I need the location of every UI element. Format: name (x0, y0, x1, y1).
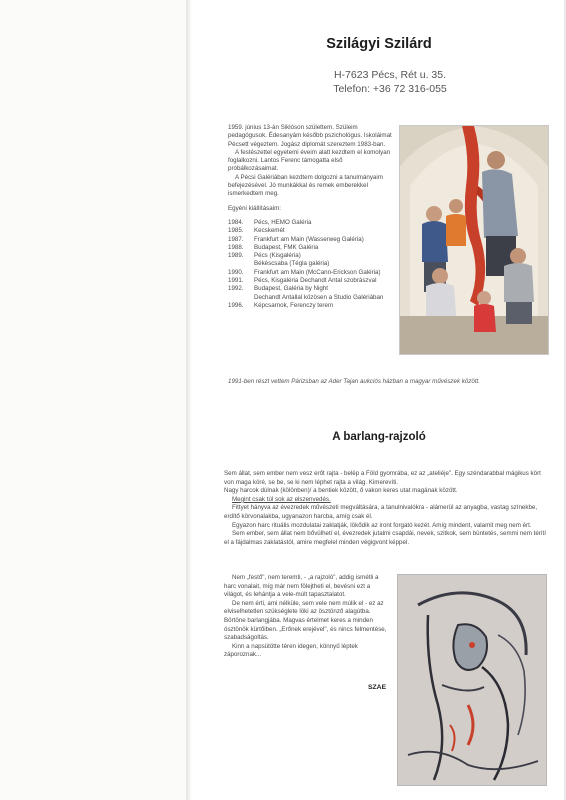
essay-lower (224, 574, 390, 660)
exhibition-item (228, 219, 392, 227)
paris-note: 1991-ben részt vettem Párizsban az Ader Tajan aukciós házban a magyar művészek között. (228, 378, 480, 385)
exhibitions-title: Egyéni kiállításaim: (228, 204, 281, 212)
essay-paragraph: Fittyet hányva az évezredek művészeti megváltására, a tanulnivalókra - alámerül az anyagba, vastag színekbe, erdítő körvonalakba, ugyanazon harcba, amíg csak él. (224, 504, 538, 520)
essay-paragraph: De nem érti, ami nélküle, sem vele nem múlik el - ez az elviselhetetlen szükséglete löki az ösztönző alagútba. Börtöne barlangjába. Magvas értelmet keres a minden ösztönök kürtőiben. „Erőnek erejével", és nincs felmentése, szabadságoltás. (224, 599, 387, 642)
signature-initials: SZAE (368, 684, 387, 691)
exhibition-year: 1984. (228, 218, 244, 226)
exhibition-list (228, 219, 392, 310)
phone-line: Telefon: +36 72 316-055 (333, 83, 447, 95)
exhibition-venue: Kecskemét (254, 227, 285, 235)
scan-left-margin (0, 0, 186, 800)
essay-paragraph: Egyazon harc rituális mozdulatai zaklatják, lökődik az iront forgató kezét. Amíg mindent, valamit meg nem ért. (232, 521, 532, 529)
contact-block (300, 68, 480, 96)
exhibition-venue: Dechandt Antallal közösen a Studio Galériában (254, 293, 384, 301)
exhibition-year: 1996. (228, 301, 244, 309)
exhibition-venue: Budapest, Galéria by Night (254, 285, 328, 293)
exhibition-venue: Pécs (Kisgaléria) (254, 252, 301, 260)
essay-paragraph: Nagy harcok dúlnak (kölönben)/ a bentiek között, ő vakon keres utat magának között. (224, 487, 458, 495)
essay-paragraph: Sem ember, sem állat nem bővülhetí el, évezredek jutalmi csapdái, nevek, szitkok, sem büntetés, semmi nem térítí el a fájdalmas zaklatástól, amire megfelel minden végigvont képpel. (224, 530, 546, 546)
exhibition-item (228, 244, 392, 252)
charcoal-drawing (397, 574, 547, 786)
essay-paragraph: Megint csak túl sok az elszenvedés. (232, 495, 331, 503)
exhibition-venue: Pécs, HEMO Galéria (254, 218, 312, 226)
bio-paragraph: A festészettel egyetemi éveim alatt kezdtem el komolyan foglalkozni. Lantos Ferenc támogatta első próbálkozásaimat. (228, 148, 391, 173)
address-line: H-7623 Pécs, Rét u. 35. (333, 69, 447, 81)
essay-top (224, 470, 548, 547)
exhibition-item (228, 260, 392, 268)
exhibition-year: 1988. (228, 243, 244, 251)
exhibition-year: 1992. (228, 285, 244, 293)
bio-paragraph: A Pécsi Galériában kezdtem dolgozni a tanulmányaim befejezésével. Jó munkákkal és remek emberekkel ismerkedtem meg. (228, 173, 383, 198)
exhibition-year: 1987. (228, 235, 244, 243)
exhibition-venue: Képcsarnok, Ferenczy terem (254, 301, 334, 309)
exhibition-item (228, 302, 392, 310)
bio-paragraph: 1959. június 13-án Siklóson születtem. Szüleim pedagógusok. Édesanyám később pszichológus. Iskoláimat Pécsett végeztem. Jogász diplomát szereztem 1983-ban. (228, 124, 392, 148)
exhibition-item (228, 285, 392, 293)
exhibition-item (228, 252, 392, 260)
exhibition-venue: Budapest, FMK Galéria (254, 243, 319, 251)
exhibition-item (228, 294, 392, 302)
essay-title: A barlang-rajzoló (332, 431, 426, 443)
exhibition-item (228, 236, 392, 244)
exhibition-venue: Békéscsaba (Tégla galéria) (254, 260, 330, 268)
exhibition-year: 1989. (228, 252, 244, 260)
exhibition-item (228, 277, 392, 285)
biography (228, 124, 392, 310)
exhibition-year (228, 294, 254, 302)
exhibition-year: 1990. (228, 268, 244, 276)
essay-paragraph: Sem állat, sem ember nem vesz erőt rajta - belép a Föld gyomrába, ez az „ateliéje". Egy széndarabbal mágikus kört von maga köré, se be, se ki nem léphet rajta a világ. Kimerevíti. (224, 470, 541, 486)
exhibition-item (228, 227, 392, 235)
exhibition-year: 1985. (228, 227, 244, 235)
essay-paragraph: Kinn a napsütötte téren idegen, könnyű léptek záporoznak... (224, 642, 358, 659)
essay-paragraph: Nem „festő", nem teremti, - „a rajzoló", addig ismétli a harc vonalait, míg már nem fölejtheti el, bevésni ezt a világot, és lehántja a vele-múlt tapasztalatot. (224, 574, 379, 599)
exhibition-item (228, 269, 392, 277)
exhibition-venue: Pécs, Kisgaléria Dechandt Antal szobrászval (254, 277, 377, 285)
exhibition-venue: Frankfurt am Main (Wasserweg Galéria) (254, 235, 364, 243)
exhibition-year: 1991. (228, 277, 244, 285)
exhibition-year (228, 260, 254, 268)
exhibition-venue: Frankfurt am Main (McCann-Erickson Galéria) (254, 268, 381, 276)
artist-name: Szilágyi Szilárd (326, 36, 432, 52)
family-photo (399, 125, 549, 355)
